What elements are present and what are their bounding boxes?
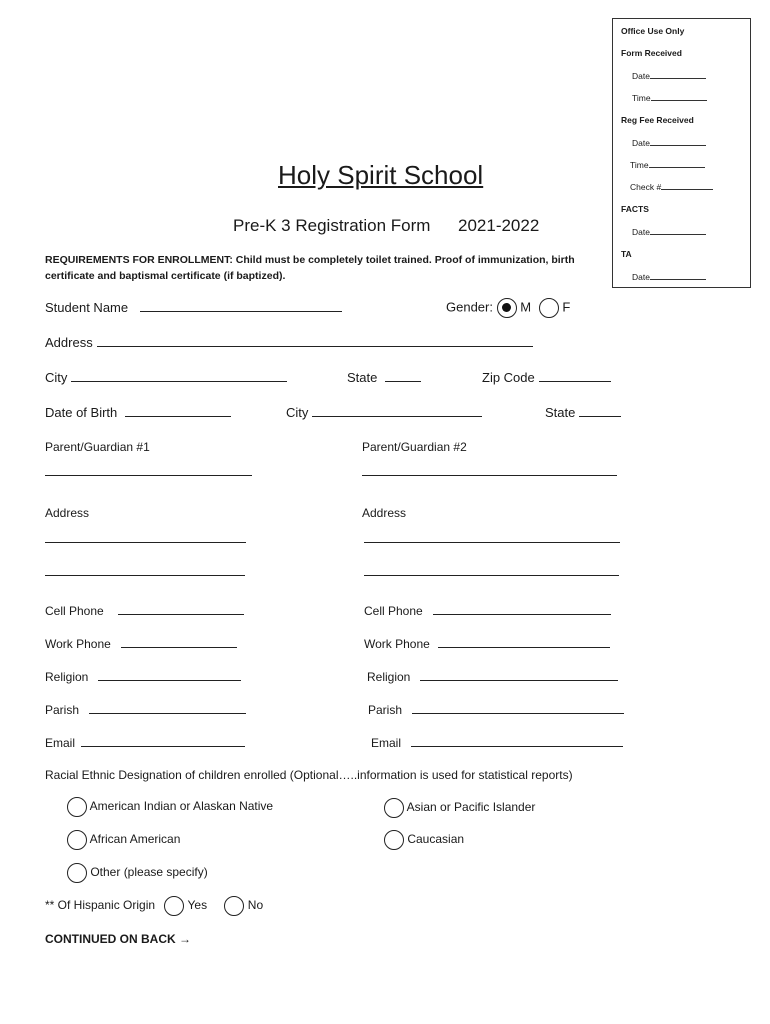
parent2-cell-field[interactable] [364, 603, 611, 618]
parent2-work-field[interactable] [364, 636, 610, 651]
african-american-label: African American [89, 832, 181, 847]
address-line[interactable] [97, 335, 533, 347]
blank-line [651, 92, 707, 101]
form-received-date[interactable] [632, 70, 706, 81]
birth-city-label: City [286, 405, 309, 420]
birth-state-label: State [545, 405, 576, 420]
birth-state-field[interactable] [545, 405, 621, 420]
american-indian-label: American Indian or Alaskan Native [89, 799, 274, 814]
caucasian-label: Caucasian [407, 832, 465, 847]
parish-label: Parish [368, 703, 403, 717]
asian-radio[interactable] [384, 798, 404, 818]
parent1-work-field[interactable] [45, 636, 237, 651]
ta-date[interactable] [632, 271, 706, 282]
date-label: Date [632, 138, 650, 148]
option-african-american[interactable] [67, 830, 180, 850]
facts-label: FACTS [621, 204, 649, 214]
caucasian-radio[interactable] [384, 830, 404, 850]
parent2-work-line[interactable] [438, 636, 610, 648]
blank-line [650, 70, 706, 79]
blank-line [650, 226, 706, 235]
parent1-cell-field[interactable] [45, 603, 244, 618]
office-use-heading: Office Use Only [621, 26, 685, 36]
parent2-parish-field[interactable] [368, 702, 624, 717]
option-caucasian[interactable] [384, 830, 464, 850]
city-label: City [45, 370, 68, 385]
gender-f-radio[interactable] [539, 298, 559, 318]
parent1-work-line[interactable] [121, 636, 237, 648]
parent1-name-line[interactable] [45, 475, 252, 476]
time-label: Time [632, 93, 651, 103]
office-use-box [612, 18, 751, 288]
date-label: Date [632, 227, 650, 237]
reg-fee-check[interactable] [630, 181, 713, 192]
date-label: Date [632, 272, 650, 282]
birth-state-line[interactable] [579, 405, 621, 417]
asian-label: Asian or Pacific Islander [406, 800, 536, 815]
city-line[interactable] [71, 370, 287, 382]
ethnicity-prompt: Racial Ethnic Designation of children enrolled (Optional…..information is used for statistical reports) [45, 768, 573, 782]
school-year: 2021-2022 [458, 216, 540, 235]
facts-date[interactable] [632, 226, 706, 237]
zip-label: Zip Code [482, 370, 535, 385]
address-label: Address [45, 335, 93, 350]
option-american-indian[interactable] [67, 797, 273, 817]
parent1-email-line[interactable] [81, 735, 245, 747]
student-name-field[interactable] [45, 300, 342, 315]
birth-city-field[interactable] [286, 405, 482, 420]
student-name-line[interactable] [140, 300, 342, 312]
time-label: Time [630, 160, 649, 170]
option-other[interactable] [67, 863, 208, 883]
dob-line[interactable] [125, 405, 231, 417]
parish-label: Parish [45, 703, 80, 717]
dob-field[interactable] [45, 405, 231, 420]
parent1-parish-line[interactable] [89, 702, 246, 714]
ta-label: TA [621, 249, 632, 259]
hispanic-yes-label: Yes [187, 898, 208, 913]
gender-f-label: F [562, 299, 571, 315]
reg-fee-time[interactable] [630, 159, 705, 170]
student-name-label: Student Name [45, 300, 129, 315]
email-label: Email [371, 736, 402, 750]
hispanic-origin-field [45, 896, 263, 916]
parent1-address-label: Address [45, 506, 90, 520]
other-radio[interactable] [67, 863, 87, 883]
parent1-address-line-1[interactable] [45, 542, 246, 543]
school-title: Holy Spirit School [278, 160, 484, 190]
work-label: Work Phone [45, 637, 111, 651]
birth-city-line[interactable] [312, 405, 482, 417]
blank-line [649, 159, 705, 168]
zip-field[interactable] [482, 370, 611, 385]
gender-m-radio[interactable] [497, 298, 517, 318]
zip-line[interactable] [539, 370, 611, 382]
enrollment-requirements: REQUIREMENTS FOR ENROLLMENT: Child must be completely toilet trained. Proof of immunization, birth certificate and baptismal certificate (if baptized). [45, 254, 575, 282]
work-label: Work Phone [364, 637, 430, 651]
african-american-radio[interactable] [67, 830, 87, 850]
parent1-address-line-2[interactable] [45, 575, 245, 576]
state-line[interactable] [385, 370, 421, 382]
parent2-religion-field[interactable] [367, 669, 618, 684]
parent1-email-field[interactable] [45, 735, 245, 750]
parent2-address-line-1[interactable] [364, 542, 620, 543]
other-label: Other (please specify) [90, 865, 208, 880]
date-label: Date [632, 71, 650, 81]
blank-line [661, 181, 713, 190]
religion-label: Religion [45, 670, 89, 684]
religion-label: Religion [367, 670, 411, 684]
state-label: State [347, 370, 378, 385]
gender-label: Gender: [446, 299, 493, 315]
parent1-cell-line[interactable] [118, 603, 244, 615]
email-label: Email [45, 736, 76, 750]
blank-line [650, 271, 706, 280]
parent1-religion-field[interactable] [45, 669, 241, 684]
cell-label: Cell Phone [364, 604, 423, 618]
cell-label: Cell Phone [45, 604, 104, 618]
parent2-parish-line[interactable] [412, 702, 624, 714]
state-field[interactable] [347, 370, 421, 385]
parent2-email-field[interactable] [371, 735, 623, 750]
hispanic-label: ** Of Hispanic Origin [45, 898, 156, 913]
parent1-label: Parent/Guardian #1 [45, 440, 150, 454]
parent2-email-line[interactable] [411, 735, 623, 747]
hispanic-no-label: No [247, 898, 264, 913]
form-received-label: Form Received [621, 48, 682, 58]
parent2-label: Parent/Guardian #2 [362, 440, 467, 454]
reg-fee-date[interactable] [632, 137, 706, 148]
dob-label: Date of Birth [45, 405, 118, 420]
address-field[interactable] [45, 335, 533, 350]
option-asian[interactable] [384, 798, 535, 818]
parent1-religion-line[interactable] [98, 669, 241, 681]
form-received-time[interactable] [632, 92, 707, 103]
city-field[interactable] [45, 370, 287, 385]
parent2-religion-line[interactable] [420, 669, 618, 681]
parent1-parish-field[interactable] [45, 702, 246, 717]
form-title: Pre-K 3 Registration Form [233, 216, 431, 235]
gender-m-label: M [520, 299, 532, 315]
parent2-address-label: Address [362, 506, 407, 520]
parent2-cell-line[interactable] [433, 603, 611, 615]
gender-field [446, 298, 570, 318]
check-label: Check # [630, 182, 662, 192]
hispanic-no-radio[interactable] [224, 896, 244, 916]
parent2-address-line-2[interactable] [364, 575, 619, 576]
blank-line [650, 137, 706, 146]
hispanic-yes-radio[interactable] [164, 896, 184, 916]
continued-on-back: CONTINUED ON BACK → [45, 932, 191, 946]
parent2-name-line[interactable] [362, 475, 617, 476]
american-indian-radio[interactable] [67, 797, 87, 817]
reg-fee-label: Reg Fee Received [621, 115, 694, 125]
